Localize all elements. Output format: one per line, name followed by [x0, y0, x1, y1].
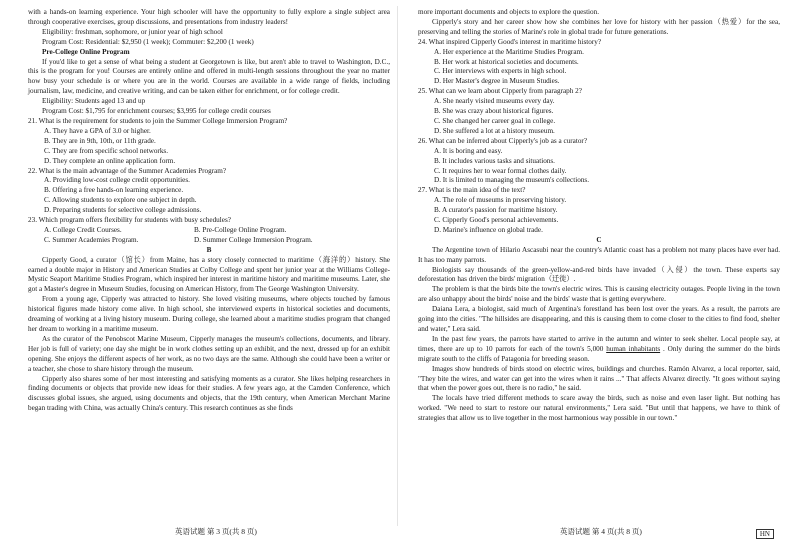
question: 22. What is the main advantage of the Summer Academies Program?	[28, 166, 227, 175]
option-text: C. Summer Academies Program.	[44, 235, 139, 244]
paragraph: In the past few years, the parrots have started to arrive in the autumn and winter to seek shelter. Local people say, at times, there are up to 10 parrots for each of the town's 5,000 human inhabitants . Only during the summer do the birds migrate south to the cliffs of Patagonia for breeding season.	[418, 334, 780, 363]
footer-right-page-number: 英语试题 第 4 页(共 8 页)	[560, 527, 642, 536]
option-text: D. They complete an online application form.	[44, 156, 176, 165]
option-text: B. They are in 9th, 10th, or 11th grade.	[44, 136, 156, 145]
left-column	[28, 8, 390, 414]
question: 24. What inspired Cipperly Good's interest in maritime history?	[418, 37, 602, 46]
paragraph: The problem is that the birds bite the town's electric wires. This is causing electricity outages. People living in the town are also unhappy about the birds' noise and the birds' waste that is getting everywhere.	[418, 285, 780, 304]
option-row	[28, 226, 390, 236]
paragraph: Images show hundreds of birds stood on electric wires, buildings and churches. Ramón Alvarez, a local reporter, said, "They bite the wires, and water can get into the wires when it rains ..." That affects Alvarez directly. "It goes without saying that when the power goes out, there is no radio," he said.	[418, 364, 780, 393]
option-text: C. They are from specific school networks.	[44, 146, 169, 155]
paragraph: Cipperly Good, a curator（馆长）from Maine, has a story closely connected to maritime（海洋的）history. She earned a double major in History and American Studies at Colby College and spent her junior year at the Williams College-Mystic Seaport Maritime Studies Program, which inspired her interest in maritime history and maritime museums. Later, she got a Master's degree in Museum Studies, focusing on American History, from The George Washington University.	[28, 255, 390, 294]
option-text: D. Marine's influence on global trade.	[434, 225, 543, 234]
option-text: D. Preparing students for selective college admissions.	[44, 206, 202, 215]
option-text: A. Her experience at the Maritime Studies Program.	[434, 47, 584, 56]
paragraph: From a young age, Cipperly was attracted to history. She loved visiting museums, where objects touched by famous historical figures made history come alive. In high school, she interviewed experts in historical societies and documents, dreaming of working at a living history museum. During college, she learned about a maritime studies program that changed her dream to working in a maritime museum.	[28, 295, 390, 333]
region-tag: HN	[756, 529, 774, 539]
paragraph: Eligibility: Students aged 13 and up	[42, 97, 146, 106]
question: 25. What can we learn about Cipperly from paragraph 2?	[418, 87, 582, 96]
option-text: D. Summer College Immersion Program.	[194, 235, 313, 244]
option-text: C. Her interviews with experts in high school.	[434, 67, 567, 76]
paragraph: Cipperly's story and her career show how she combines her love for history with her passion（热爱）for the sea, preserving and telling the stories of Marine's role in global trade for future generations.	[418, 17, 780, 36]
option-text: A. Providing low-cost college credit opportunities.	[44, 176, 190, 185]
option-text: C. She changed her career goal in college.	[434, 116, 556, 125]
option-text: C. Cipperly Good's personal achievements.	[434, 216, 559, 225]
section-letter: B	[206, 245, 212, 254]
option-text: C. Allowing students to explore one subject in depth.	[44, 196, 197, 205]
option-text: B. A curator's passion for maritime history.	[434, 206, 558, 215]
option-text: B. Offering a free hands-on learning experience.	[44, 186, 184, 195]
option-text: B. She was crazy about historical figures.	[434, 107, 554, 116]
section-letter: C	[596, 235, 602, 244]
underlined-phrase: human inhabitants	[606, 344, 661, 353]
option-text: B. Her work at historical societies and documents.	[434, 57, 579, 66]
option-text: A. College Credit Courses.	[44, 225, 122, 234]
right-column	[418, 8, 780, 424]
option-text: C. It requires her to wear formal clothes daily.	[434, 166, 567, 175]
page-divider	[397, 6, 398, 526]
paragraph: Eligibility: freshman, sophomore, or junior year of high school	[42, 27, 223, 36]
paragraph: Daiana Lera, a biologist, said much of Argentina's forestland has been lost over the years. As a result, the parrots are going into the cities. "The hillsides are disappearing, and this is causing them to come closer to the cities to find food, shelter and water," Lera said.	[418, 305, 780, 333]
paragraph: Cipperly also shares some of her most interesting and satisfying moments as a curator. She likes helping researchers in finding documents or objects that provide new ideas for their studies. A few years ago, at the Camden Conference, which discusses global issues, she argued, using documents and objects, that the 19th century, when American Merchant Marine began trading with China, was actually China's century. This research continues as she finds	[28, 374, 390, 413]
paragraph: Program Cost: $1,795 for enrichment courses; $3,995 for college credit courses	[42, 107, 271, 116]
paragraph: The Argentine town of Hilario Ascasubi near the country's Atlantic coast has a problem not many places have ever had. It has too many parrots.	[418, 245, 780, 264]
paragraph: The locals have tried different methods to scare away the birds, such as noise and even laser light. But nothing has worked. "We need to start to restore our natural environments," Lera said. "But until that happens, we have to think of strategies that allow us to live together in the most harmonious way possible in our town."	[418, 394, 780, 423]
paragraph: Biologists say thousands of the green-yellow-and-red birds have invaded（入侵）the town. These experts say deforestation has driven the birds' migration（迁徙）.	[418, 265, 780, 284]
paragraph: with a hands-on learning experience. Your high schooler will have the opportunity to fully explore a single subject area through cooperative exercises, group discussions, and presentations from industry leaders!	[28, 8, 390, 26]
option-text: D. She suffered a lot at a history museum.	[434, 126, 555, 135]
option-text: D. Her Master's degree in Museum Studies.	[434, 77, 560, 86]
paragraph: As the curator of the Penobscot Marine Museum, Cipperly manages the museum's collections, documents, and library. Her job is full of variety; one day she might be in work clothes setting up an exhibit, and the next, dressed up for an exhibit opening. She enjoys the different aspects of her work, as no two days are the same. Although she could have been a writer or a teacher, she chose to share history through the museum.	[28, 334, 390, 373]
option-text: A. She nearly visited museums every day.	[434, 97, 555, 106]
question: 23. Which program offers flexibility for students with busy schedules?	[28, 216, 231, 225]
paragraph: If you'd like to get a sense of what being a student at Georgetown is like, but aren't able to travel to Washington, D.C., this is the program for you! Courses are entirely online and offered in multi-length sessions throughout the year no matter how busy your schedule is or where you are in the world. Courses are available in a wide range of fields, including journalism, law, medicine, and creative writing, and can be taken either for enrichment, or for college credit.	[28, 57, 390, 96]
option-text: B. It includes various tasks and situations.	[434, 156, 555, 165]
question: 26. What can be inferred about Cipperly's job as a curator?	[418, 136, 588, 145]
paragraph: more important documents and objects to explore the question.	[418, 8, 600, 16]
option-row	[28, 236, 390, 246]
program-heading: Pre-College Online Program	[42, 47, 130, 56]
option-text: A. It is boring and easy.	[434, 146, 503, 155]
option-text: D. It is limited to managing the museum's collections.	[434, 176, 590, 185]
option-text: A. They have a GPA of 3.0 or higher.	[44, 126, 151, 135]
question: 21. What is the requirement for students to join the Summer College Immersion Program?	[28, 116, 288, 125]
footer-left-page-number: 英语试题 第 3 页(共 8 页)	[175, 527, 257, 536]
option-text: A. The role of museums in preserving history.	[434, 196, 567, 205]
paragraph: Program Cost: Residential: $2,950 (1 week); Commuter: $2,200 (1 week)	[42, 37, 254, 46]
option-text: B. Pre-College Online Program.	[194, 225, 287, 234]
question: 27. What is the main idea of the text?	[418, 186, 526, 195]
